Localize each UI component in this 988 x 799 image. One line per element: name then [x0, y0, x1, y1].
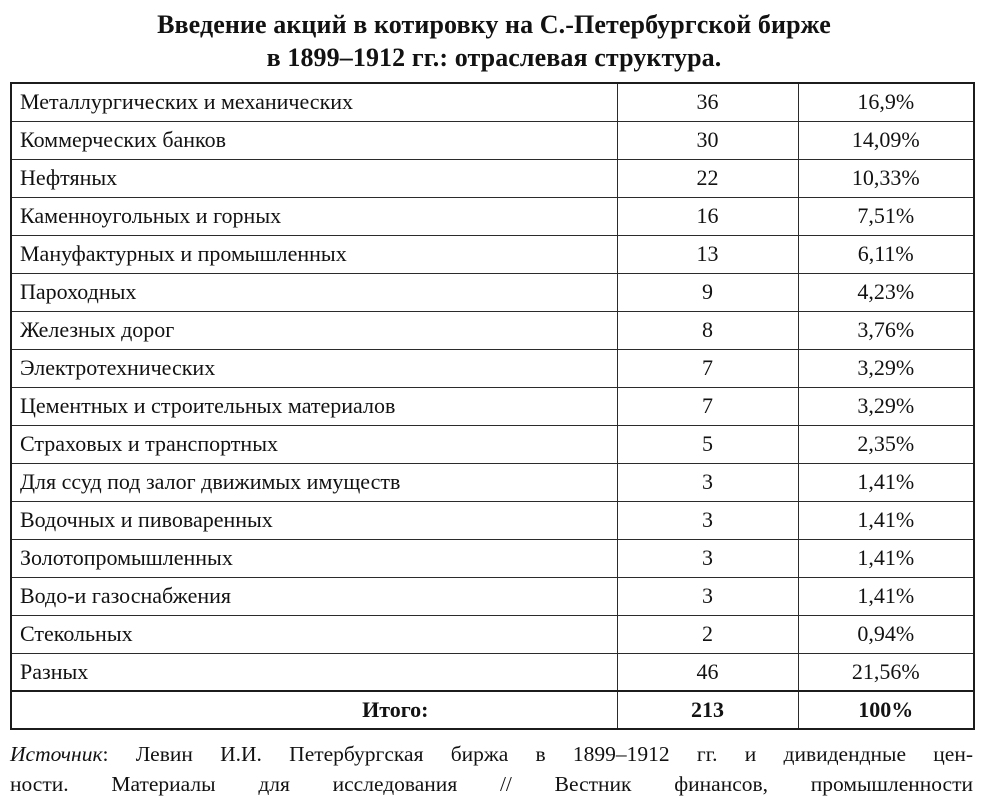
- cell-count: 3: [617, 577, 798, 615]
- source-note-line-2: ности. Материалы для исследования // Вестник финансов, промышленности: [10, 772, 973, 796]
- cell-count: 3: [617, 463, 798, 501]
- cell-count: 36: [617, 83, 798, 121]
- table-row: [11, 539, 974, 577]
- table-row: [11, 197, 974, 235]
- table-row: [11, 577, 974, 615]
- cell-percent: 2,35%: [798, 425, 974, 463]
- table-row: [11, 311, 974, 349]
- cell-count: 8: [617, 311, 798, 349]
- table-row: [11, 653, 974, 691]
- cell-count: 5: [617, 425, 798, 463]
- cell-total-percent: 100%: [798, 691, 974, 729]
- cell-count: 7: [617, 349, 798, 387]
- table-row: [11, 121, 974, 159]
- table-row: [11, 235, 974, 273]
- cell-industry-name: Пароходных: [11, 273, 617, 311]
- cell-industry-name: Коммерческих банков: [11, 121, 617, 159]
- cell-percent: 1,41%: [798, 501, 974, 539]
- table-row: [11, 501, 974, 539]
- cell-industry-name: Стекольных: [11, 615, 617, 653]
- table-row: [11, 349, 974, 387]
- page-title-line-2: в 1899–1912 гг.: отраслевая структура.: [266, 43, 722, 72]
- cell-industry-name: Золотопромышленных: [11, 539, 617, 577]
- cell-percent: 3,76%: [798, 311, 974, 349]
- table-row: [11, 387, 974, 425]
- cell-industry-name: Разных: [11, 653, 617, 691]
- cell-percent: 0,94%: [798, 615, 974, 653]
- cell-percent: 14,09%: [798, 121, 974, 159]
- cell-percent: 6,11%: [798, 235, 974, 273]
- cell-percent: 1,41%: [798, 577, 974, 615]
- cell-industry-name: Каменноугольных и горных: [11, 197, 617, 235]
- cell-count: 7: [617, 387, 798, 425]
- cell-percent: 21,56%: [798, 653, 974, 691]
- cell-percent: 3,29%: [798, 349, 974, 387]
- cell-industry-name: Нефтяных: [11, 159, 617, 197]
- cell-industry-name: Мануфактурных и промышленных: [11, 235, 617, 273]
- cell-percent: 16,9%: [798, 83, 974, 121]
- cell-percent: 10,33%: [798, 159, 974, 197]
- source-text-1: : Левин И.И. Петербургская биржа в 1899–1912 гг. и дивидендные цен-: [102, 742, 973, 766]
- cell-industry-name: Электротехнических: [11, 349, 617, 387]
- cell-total-count: 213: [617, 691, 798, 729]
- table-row: [11, 83, 974, 121]
- table-row: [11, 615, 974, 653]
- cell-count: 3: [617, 539, 798, 577]
- industry-structure-table: [10, 82, 975, 730]
- cell-industry-name: Водочных и пивоваренных: [11, 501, 617, 539]
- cell-count: 9: [617, 273, 798, 311]
- cell-count: 16: [617, 197, 798, 235]
- cell-industry-name: Железных дорог: [11, 311, 617, 349]
- cell-count: 2: [617, 615, 798, 653]
- table-body: [11, 83, 974, 729]
- table-row: [11, 463, 974, 501]
- cell-percent: 1,41%: [798, 539, 974, 577]
- cell-industry-name: Для ссуд под залог движимых имуществ: [11, 463, 617, 501]
- cell-industry-name: Водо-и газоснабжения: [11, 577, 617, 615]
- cell-count: 13: [617, 235, 798, 273]
- cell-percent: 7,51%: [798, 197, 974, 235]
- page-title: [44, 0, 944, 82]
- cell-industry-name: Цементных и строительных материалов: [11, 387, 617, 425]
- cell-percent: 3,29%: [798, 387, 974, 425]
- cell-industry-name: Страховых и транспортных: [11, 425, 617, 463]
- cell-count: 30: [617, 121, 798, 159]
- cell-total-label: Итого:: [11, 691, 617, 729]
- table-total-row: [11, 691, 974, 729]
- source-note-line-1: [10, 739, 973, 769]
- cell-count: 46: [617, 653, 798, 691]
- cell-count: 3: [617, 501, 798, 539]
- cell-industry-name: Металлургических и механических: [11, 83, 617, 121]
- table-row: [11, 425, 974, 463]
- source-label: Источник: [10, 742, 103, 766]
- cell-percent: 4,23%: [798, 273, 974, 311]
- table-row: [11, 159, 974, 197]
- cell-percent: 1,41%: [798, 463, 974, 501]
- table-row: [11, 273, 974, 311]
- cell-count: 22: [617, 159, 798, 197]
- source-note: [10, 739, 973, 799]
- page-title-line-1: Введение акций в котировку на С.-Петербургской бирже: [157, 10, 831, 39]
